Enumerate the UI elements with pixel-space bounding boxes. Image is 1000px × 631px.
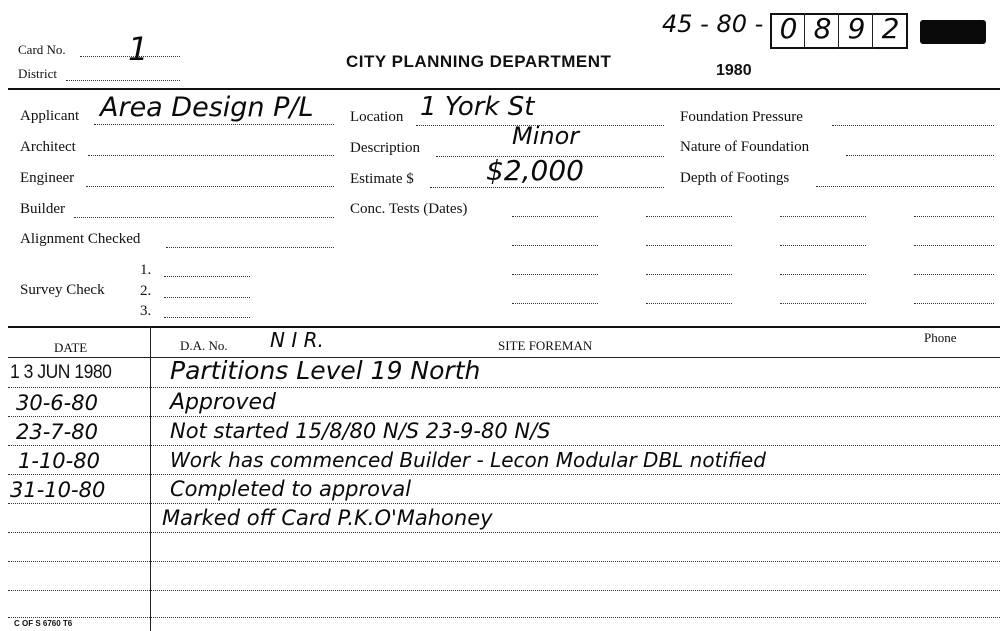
conc-test-slot (780, 274, 866, 275)
log-row-rule (8, 387, 1000, 388)
foundation-pressure-dots (832, 125, 994, 126)
log-header-rule (8, 357, 1000, 358)
conc-test-slot (780, 216, 866, 217)
conc-test-slot (512, 274, 598, 275)
alignment-label: Alignment Checked (20, 231, 141, 247)
log-row-rule (8, 474, 1000, 475)
year: 1980 (716, 62, 752, 79)
log-entry-text: Marked off Card P.K.O'Mahoney (162, 506, 493, 530)
builder-dots (74, 217, 334, 218)
log-entry-text: Partitions Level 19 North (170, 356, 481, 385)
conc-test-slot (780, 303, 866, 304)
ref-prefix: 45 - 80 - (662, 10, 764, 38)
survey-dots (164, 297, 250, 298)
depth-footings-label: Depth of Footings (680, 170, 790, 186)
engineer-dots (86, 186, 334, 187)
log-row-rule (8, 445, 1000, 446)
description-value: Minor (512, 122, 580, 150)
estimate-label: Estimate $ (350, 171, 414, 187)
survey-dots (164, 276, 250, 277)
survey-dots (164, 317, 250, 318)
da-no-label: D.A. No. (180, 338, 228, 353)
header-rule (8, 88, 1000, 90)
conc-test-slot (646, 216, 732, 217)
log-entry-text: Not started 15/8/80 N/S 23-9-80 N/S (170, 419, 551, 443)
redaction-mark (920, 20, 986, 44)
conc-test-slot (646, 245, 732, 246)
survey-item-number: 1. (140, 262, 152, 278)
card-digit: 8 (813, 12, 832, 45)
site-foreman-header: SITE FOREMAN (498, 338, 593, 353)
applicant-value: Area Design P/L (100, 92, 314, 123)
location-label: Location (350, 109, 404, 125)
log-row-rule (8, 416, 1000, 417)
card-digit: 9 (847, 12, 866, 45)
alignment-dots (166, 247, 334, 248)
applicant-dots (94, 124, 334, 125)
nature-foundation-dots (846, 155, 994, 156)
log-top-rule (8, 326, 1000, 328)
survey-label: Survey Check (20, 282, 105, 298)
log-entry-text: Work has commenced Builder - Lecon Modular DBL notified (170, 448, 766, 472)
card-no-value: 1 (128, 30, 149, 68)
conc-test-slot (780, 245, 866, 246)
conc-test-slot (646, 303, 732, 304)
log-row-rule (8, 503, 1000, 504)
date-header: DATE (54, 340, 88, 355)
log-row-rule (8, 532, 1000, 533)
estimate-dots (430, 187, 664, 188)
applicant-label: Applicant (20, 108, 80, 124)
builder-label: Builder (20, 201, 65, 217)
phone-header: Phone (924, 330, 957, 345)
conc-test-slot (914, 245, 994, 246)
log-row-rule (8, 590, 1000, 591)
estimate-value: $2,000 (486, 154, 584, 187)
card-no-label: Card No. (18, 42, 66, 57)
log-entry-text: Completed to approval (170, 477, 412, 501)
log-entry-text: Approved (170, 390, 277, 415)
log-entry-date: 31-10-80 (10, 478, 106, 502)
nature-foundation-label: Nature of Foundation (680, 139, 810, 155)
architect-label: Architect (20, 139, 76, 155)
conc-test-slot (646, 274, 732, 275)
department-title: CITY PLANNING DEPARTMENT (346, 52, 612, 71)
conc-test-slot (914, 303, 994, 304)
conc-test-slot (512, 245, 598, 246)
card-digit: 0 (779, 12, 798, 45)
depth-footings-dots (816, 186, 994, 187)
log-row-rule (8, 617, 1000, 618)
date-column-divider (150, 326, 151, 631)
conc-test-slot (914, 216, 994, 217)
conc-tests-label: Conc. Tests (Dates) (350, 201, 468, 217)
engineer-label: Engineer (20, 170, 75, 186)
da-no-value: N I R. (270, 328, 324, 352)
form-code: C OF S 6760 T6 (14, 619, 73, 628)
district-dots (66, 80, 180, 81)
survey-item-number: 2. (140, 283, 152, 299)
log-entry-date: 30-6-80 (16, 391, 98, 415)
foundation-pressure-label: Foundation Pressure (680, 109, 803, 125)
log-row-rule (8, 561, 1000, 562)
log-entry-date: 1-10-80 (18, 449, 100, 473)
card-digit: 2 (881, 12, 900, 45)
log-entry-date: 23-7-80 (16, 420, 98, 444)
architect-dots (88, 155, 334, 156)
log-entry-date: 1 3 JUN 1980 (10, 362, 112, 383)
conc-test-slot (914, 274, 994, 275)
conc-test-slot (512, 303, 598, 304)
description-label: Description (350, 140, 420, 156)
conc-test-slot (512, 216, 598, 217)
district-label: District (18, 66, 57, 81)
survey-item-number: 3. (140, 303, 152, 319)
location-value: 1 York St (420, 92, 535, 122)
